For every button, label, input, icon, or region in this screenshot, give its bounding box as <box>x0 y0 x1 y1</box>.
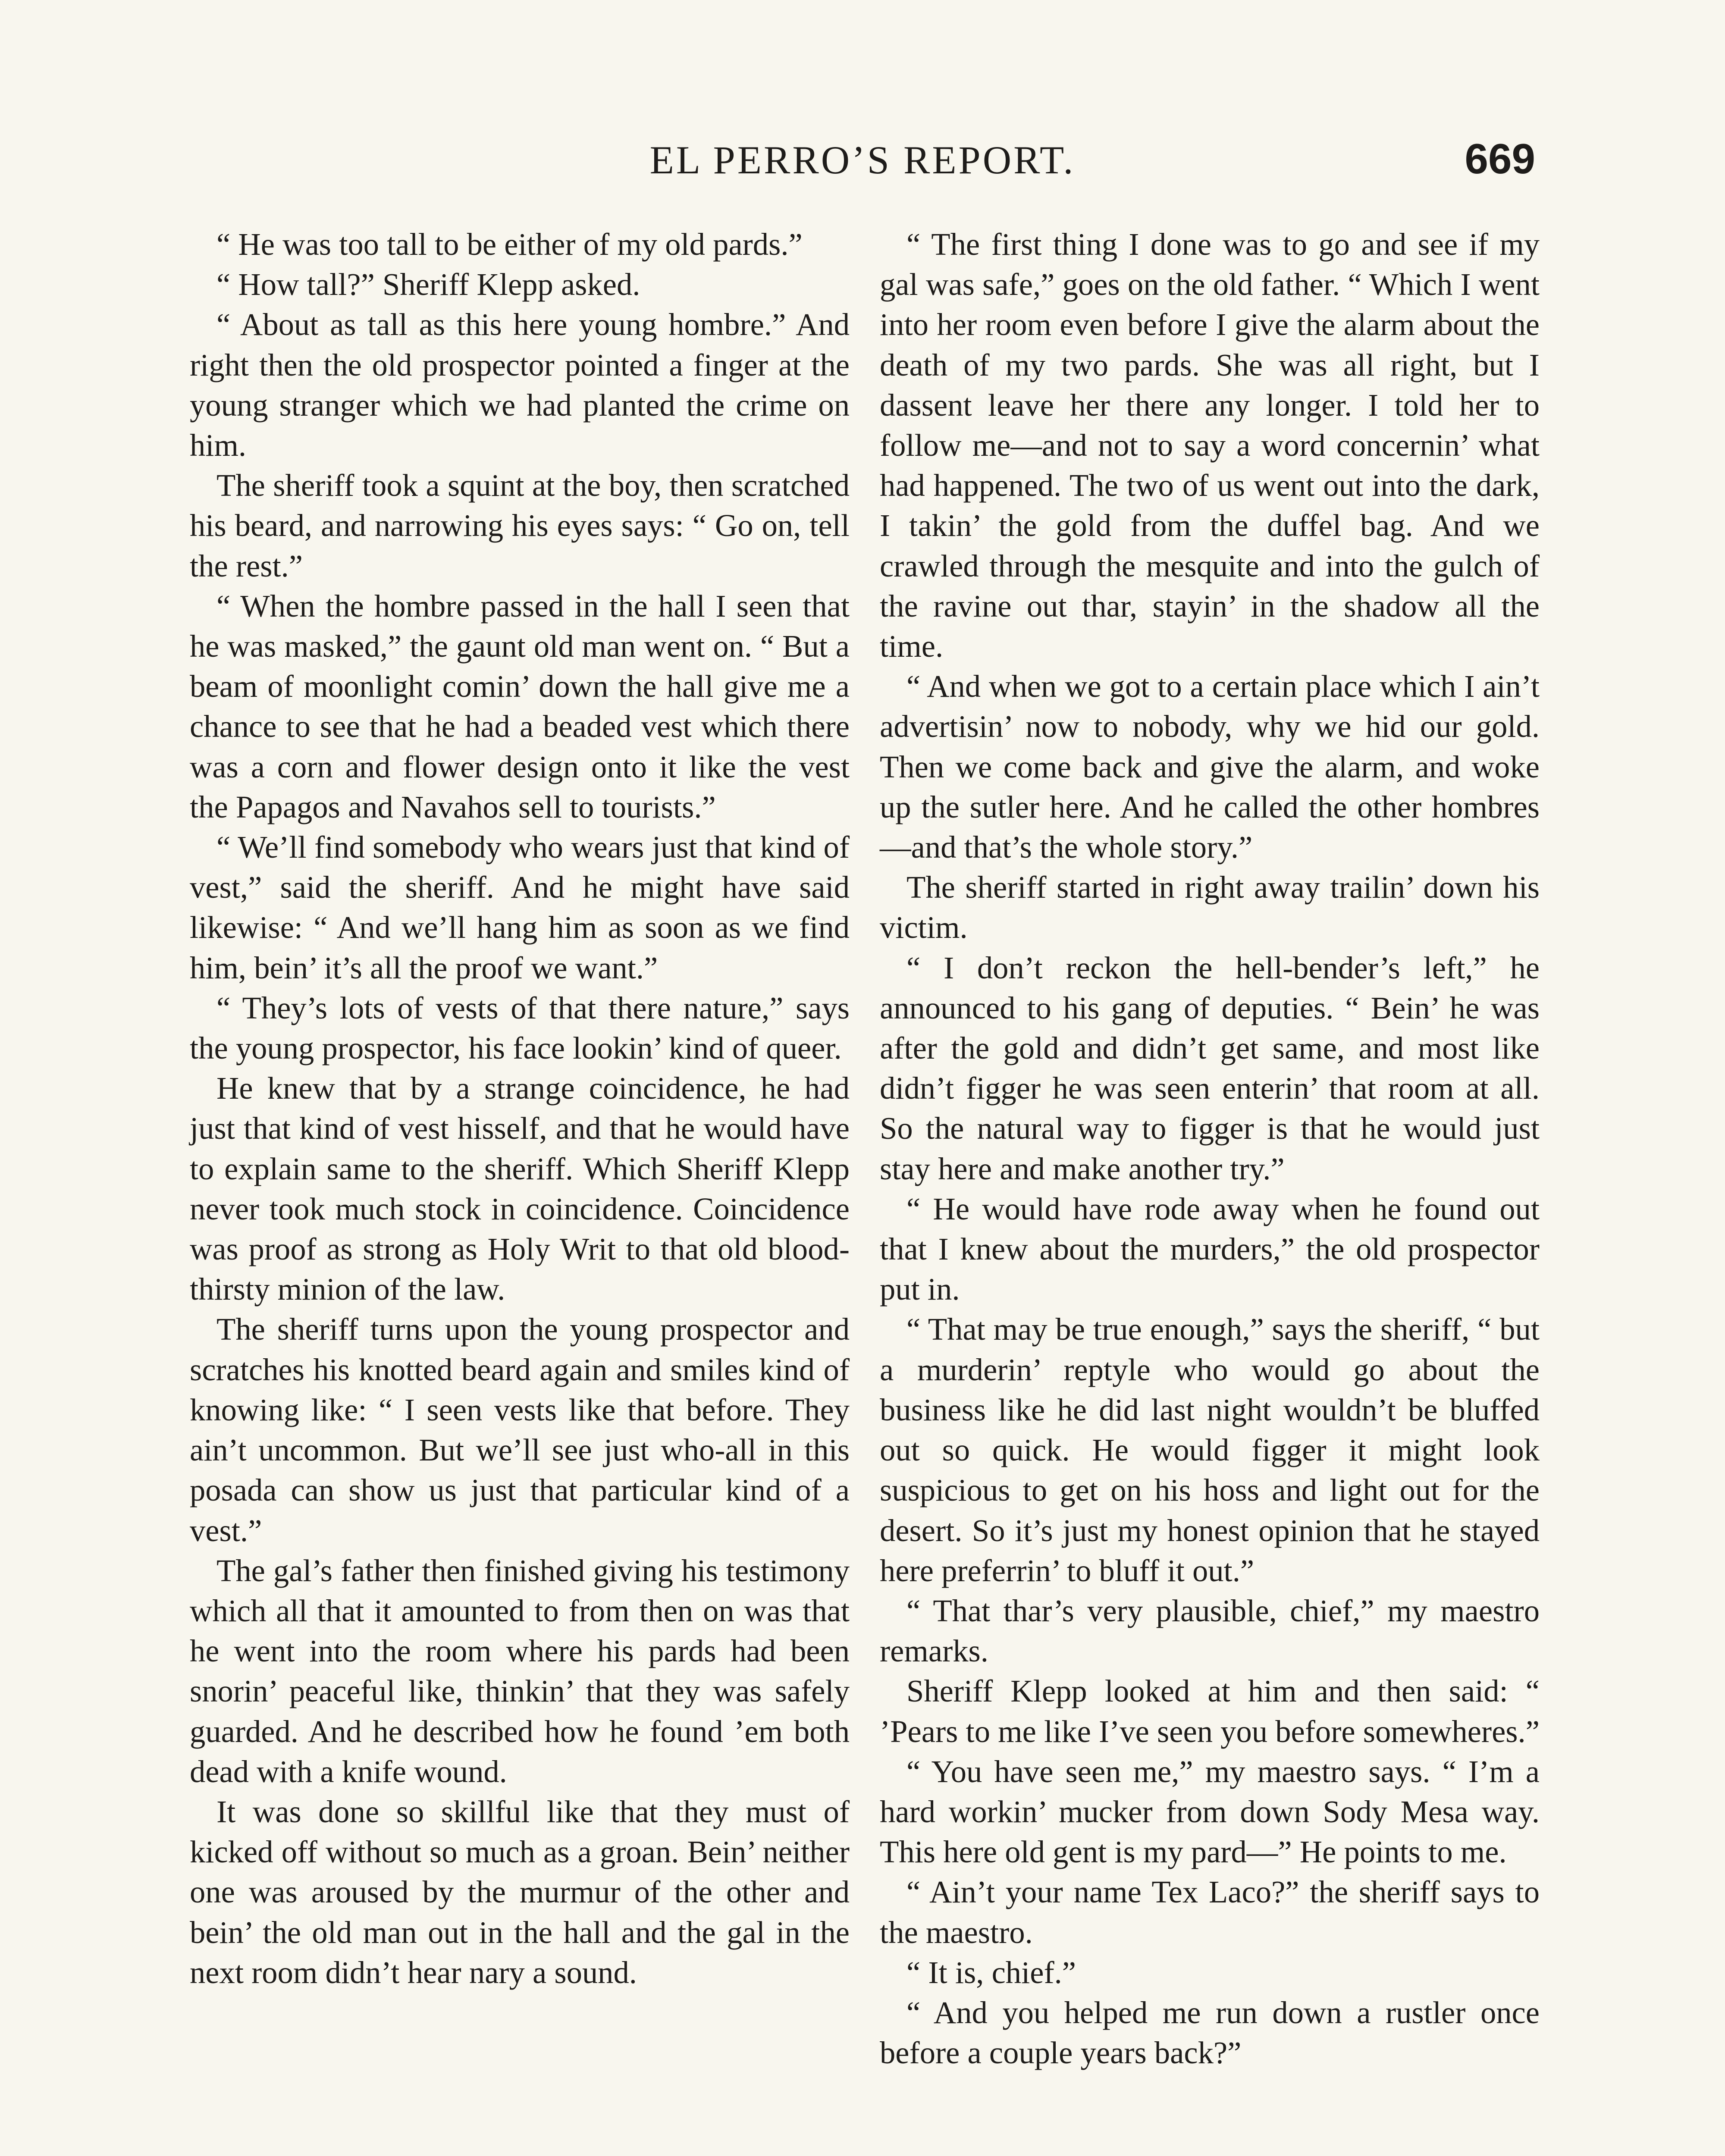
paragraph: “ The first thing I done was to go and see if my gal was safe,” goes on the old father. “ Which I went into her room even before I give the alarm about the death of my two pards. She was all right, but I dassent leave her there any longer. I told her to follow me—and not to say a word concernin’ what had happened. The two of us went out into the dark, I takin’ the gold from the duffel bag. And we crawled through the mesquite and into the gulch of the ravine out thar, stayin’ in the shadow all the time. <box>880 227 1540 664</box>
paragraph: “ When the hombre passed in the hall I seen that he was masked,” the gaunt old man went on. “ But a beam of moonlight comin’ down the hall give me a chance to see that he had a beaded vest which there was a corn and flower design onto it like the vest the Papagos and Navahos sell to tourists.” <box>190 588 850 824</box>
paragraph: “ He was too tall to be either of my old pards.” <box>216 227 803 262</box>
paragraph: “ They’s lots of vests of that there nature,” says the young prospector, his face lookin’ kind of queer. <box>190 990 850 1066</box>
paragraph: Sheriff Klepp looked at him and then said: “ ’Pears to me like I’ve seen you before somewheres.” <box>880 1673 1540 1749</box>
paragraph: The sheriff turns upon the young prospector and scratches his knotted beard again and smiles kind of knowing like: “ I seen vests like that before. They ain’t uncommon. But we’ll see just who-all in this posada can show us just that particular kind of a vest.” <box>190 1312 850 1548</box>
page-header <box>190 137 1535 189</box>
paragraph: “ And when we got to a certain place which I ain’t advertisin’ now to nobody, why we hid our gold. Then we come back and give the alarm, and woke up the sutler here. And he called the other hombres—and that’s the whole story.” <box>880 669 1540 865</box>
paragraph: “ That thar’s very plausible, chief,” my maestro remarks. <box>880 1593 1540 1669</box>
paragraph: He knew that by a strange coincidence, he had just that kind of vest hisself, and that he would have to explain same to the sheriff. Which Sheriff Klepp never took much stock in coincidence. Coincidence was proof as strong as Holy Writ to that old blood-thirsty minion of the law. <box>190 1071 850 1307</box>
paragraph: “ And you helped me run down a rustler once before a couple years back?” <box>880 1995 1540 2071</box>
paragraph: “ That may be true enough,” says the sheriff, “ but a murderin’ reptyle who would go about the business like he did last night wouldn’t be bluffed out so quick. He would figger it might look suspicious to get on his hoss and light out for the desert. So it’s just my honest opinion that he stayed here preferrin’ to bluff it out.” <box>880 1312 1540 1588</box>
paragraph: The gal’s father then finished giving his testimony which all that it amounted to from then on was that he went into the room where his pards had been snorin’ peaceful like, thinkin’ that they was safely guarded. And he described how he found ’em both dead with a knife wound. <box>190 1553 850 1789</box>
paragraph: The sheriff took a squint at the boy, then scratched his beard, and narrowing his eyes says: “ Go on, tell the rest.” <box>190 468 850 583</box>
paragraph: “ How tall?” Sheriff Klepp asked. <box>216 267 640 302</box>
paragraph: “ I don’t reckon the hell-bender’s left,” he announced to his gang of deputies. “ Bein’ he was after the gold and didn’t get same, and most like didn’t figger he was seen enterin’ that room at all. So the natural way to figger is that he would just stay here and make another try.” <box>880 950 1540 1186</box>
running-title: EL PERRO’S REPORT. <box>649 138 1076 182</box>
paragraph: “ It is, chief.” <box>906 1955 1076 1990</box>
paragraph: It was done so skillful like that they must of kicked off without so much as a groan. Bein’ neither one was aroused by the murmur of the other and bein’ the old man out in the hall and the gal in the next room didn’t hear nary a sound. <box>190 1794 850 1990</box>
left-column <box>190 224 850 1993</box>
paragraph: The sheriff started in right away trailin’ down his victim. <box>880 870 1540 945</box>
paragraph: “ About as tall as this here young hombre.” And right then the old prospector pointed a finger at the young stranger which we had planted the crime on him. <box>190 307 850 463</box>
paragraph: “ You have seen me,” my maestro says. “ I’m a hard workin’ mucker from down Sody Mesa way. This here old gent is my pard—” He points to me. <box>880 1754 1540 1870</box>
right-column <box>880 224 1540 2073</box>
paragraph: “ We’ll find somebody who wears just that kind of vest,” said the sheriff. And he might have said likewise: “ And we’ll hang him as soon as we find him, bein’ it’s all the proof we want.” <box>190 830 850 985</box>
paragraph: “ Ain’t your name Tex Laco?” the sheriff says to the maestro. <box>880 1874 1540 1950</box>
page-number: 669 <box>1465 135 1535 182</box>
paragraph: “ He would have rode away when he found out that I knew about the murders,” the old prospector put in. <box>880 1191 1540 1307</box>
